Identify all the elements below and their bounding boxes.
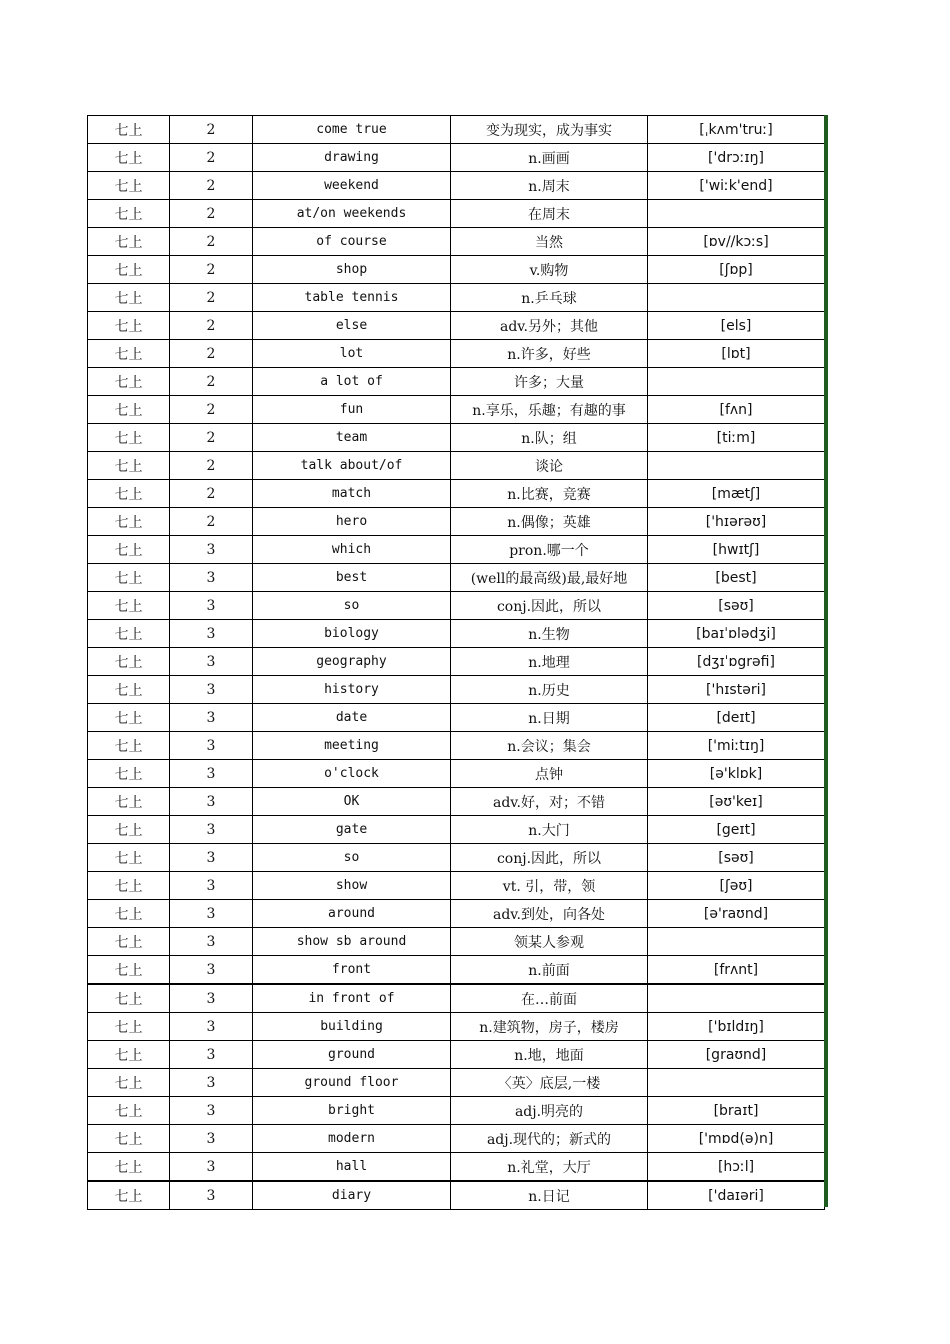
table-row xyxy=(88,788,825,816)
unit-cell: 2 xyxy=(170,368,253,396)
word-cell: in front of xyxy=(253,984,451,1013)
word-cell: building xyxy=(253,1013,451,1041)
grade-cell: 七上 xyxy=(88,592,170,620)
meaning-cell: 许多；大量 xyxy=(451,368,648,396)
word-cell: diary xyxy=(253,1181,451,1210)
grade-cell: 七上 xyxy=(88,284,170,312)
phonetic-cell: [fʌn] xyxy=(648,396,825,424)
word-cell: bright xyxy=(253,1097,451,1125)
grade-cell: 七上 xyxy=(88,536,170,564)
grade-cell: 七上 xyxy=(88,508,170,536)
meaning-cell: n.画画 xyxy=(451,144,648,172)
phonetic-cell: [dʒɪˈɒgrəfi] xyxy=(648,648,825,676)
unit-cell: 2 xyxy=(170,452,253,480)
meaning-cell: 当然 xyxy=(451,228,648,256)
grade-cell: 七上 xyxy=(88,144,170,172)
grade-cell: 七上 xyxy=(88,564,170,592)
unit-cell: 3 xyxy=(170,1153,253,1182)
grade-cell: 七上 xyxy=(88,676,170,704)
unit-cell: 2 xyxy=(170,284,253,312)
meaning-cell: n.偶像；英雄 xyxy=(451,508,648,536)
table-row xyxy=(88,480,825,508)
table-row xyxy=(88,732,825,760)
sheet-right-edge-border xyxy=(824,115,828,1207)
unit-cell: 2 xyxy=(170,424,253,452)
phonetic-cell xyxy=(648,928,825,956)
unit-cell: 2 xyxy=(170,340,253,368)
meaning-cell: vt. 引，带，领 xyxy=(451,872,648,900)
meaning-cell: n.周末 xyxy=(451,172,648,200)
meaning-cell: n.会议；集会 xyxy=(451,732,648,760)
word-cell: else xyxy=(253,312,451,340)
unit-cell: 3 xyxy=(170,620,253,648)
word-cell: hero xyxy=(253,508,451,536)
table-row xyxy=(88,704,825,732)
grade-cell: 七上 xyxy=(88,1097,170,1125)
grade-cell: 七上 xyxy=(88,844,170,872)
grade-cell: 七上 xyxy=(88,788,170,816)
meaning-cell: 变为现实，成为事实 xyxy=(451,116,648,144)
unit-cell: 3 xyxy=(170,1125,253,1153)
word-cell: gate xyxy=(253,816,451,844)
meaning-cell: pron.哪一个 xyxy=(451,536,648,564)
phonetic-cell: ['miːtɪŋ] xyxy=(648,732,825,760)
phonetic-cell: ['drɔːɪŋ] xyxy=(648,144,825,172)
table-row xyxy=(88,648,825,676)
grade-cell: 七上 xyxy=(88,900,170,928)
unit-cell: 3 xyxy=(170,1097,253,1125)
meaning-cell: v.购物 xyxy=(451,256,648,284)
table-row xyxy=(88,984,825,1013)
meaning-cell: (well的最高级)最,最好地 xyxy=(451,564,648,592)
phonetic-cell: [ˌkʌm'truː] xyxy=(648,116,825,144)
unit-cell: 3 xyxy=(170,648,253,676)
meaning-cell: n.历史 xyxy=(451,676,648,704)
word-cell: at/on weekends xyxy=(253,200,451,228)
grade-cell: 七上 xyxy=(88,704,170,732)
phonetic-cell xyxy=(648,1069,825,1097)
word-cell: ground xyxy=(253,1041,451,1069)
grade-cell: 七上 xyxy=(88,760,170,788)
meaning-cell: n.礼堂，大厅 xyxy=(451,1153,648,1182)
unit-cell: 2 xyxy=(170,480,253,508)
phonetic-cell: [ɒv//kɔːs] xyxy=(648,228,825,256)
phonetic-cell: ['daɪəri] xyxy=(648,1181,825,1210)
phonetic-cell: [els] xyxy=(648,312,825,340)
phonetic-cell xyxy=(648,984,825,1013)
unit-cell: 3 xyxy=(170,732,253,760)
word-cell: come true xyxy=(253,116,451,144)
unit-cell: 3 xyxy=(170,1181,253,1210)
table-row xyxy=(88,368,825,396)
phonetic-cell: ['mɒd(ə)n] xyxy=(648,1125,825,1153)
phonetic-cell: [braɪt] xyxy=(648,1097,825,1125)
phonetic-cell: ['wiːk'end] xyxy=(648,172,825,200)
grade-cell: 七上 xyxy=(88,1153,170,1182)
grade-cell: 七上 xyxy=(88,116,170,144)
word-cell: ground floor xyxy=(253,1069,451,1097)
table-row xyxy=(88,1041,825,1069)
table-row xyxy=(88,900,825,928)
unit-cell: 3 xyxy=(170,956,253,985)
unit-cell: 3 xyxy=(170,704,253,732)
table-row xyxy=(88,172,825,200)
grade-cell: 七上 xyxy=(88,648,170,676)
word-cell: so xyxy=(253,592,451,620)
table-row xyxy=(88,760,825,788)
word-cell: team xyxy=(253,424,451,452)
unit-cell: 3 xyxy=(170,1069,253,1097)
unit-cell: 3 xyxy=(170,984,253,1013)
phonetic-cell: [mætʃ] xyxy=(648,480,825,508)
word-cell: around xyxy=(253,900,451,928)
grade-cell: 七上 xyxy=(88,340,170,368)
table-row xyxy=(88,1153,825,1182)
grade-cell: 七上 xyxy=(88,1013,170,1041)
word-cell: best xyxy=(253,564,451,592)
table-row xyxy=(88,1097,825,1125)
unit-cell: 3 xyxy=(170,1041,253,1069)
table-row xyxy=(88,1069,825,1097)
unit-cell: 2 xyxy=(170,256,253,284)
table-row xyxy=(88,1013,825,1041)
grade-cell: 七上 xyxy=(88,256,170,284)
table-row xyxy=(88,928,825,956)
meaning-cell: 在…前面 xyxy=(451,984,648,1013)
phonetic-cell: [ə'raʊnd] xyxy=(648,900,825,928)
meaning-cell: n.生物 xyxy=(451,620,648,648)
table-row xyxy=(88,1181,825,1210)
word-cell: drawing xyxy=(253,144,451,172)
word-cell: o'clock xyxy=(253,760,451,788)
table-row xyxy=(88,872,825,900)
word-cell: of course xyxy=(253,228,451,256)
grade-cell: 七上 xyxy=(88,368,170,396)
phonetic-cell: [ə'klɒk] xyxy=(648,760,825,788)
word-cell: date xyxy=(253,704,451,732)
unit-cell: 3 xyxy=(170,564,253,592)
meaning-cell: 〈英〉底层,一楼 xyxy=(451,1069,648,1097)
word-cell: biology xyxy=(253,620,451,648)
unit-cell: 3 xyxy=(170,536,253,564)
meaning-cell: conj.因此，所以 xyxy=(451,844,648,872)
table-row xyxy=(88,200,825,228)
meaning-cell: conj.因此，所以 xyxy=(451,592,648,620)
phonetic-cell: [best] xyxy=(648,564,825,592)
unit-cell: 3 xyxy=(170,1013,253,1041)
phonetic-cell xyxy=(648,284,825,312)
table-row xyxy=(88,592,825,620)
phonetic-cell xyxy=(648,368,825,396)
unit-cell: 2 xyxy=(170,172,253,200)
unit-cell: 3 xyxy=(170,816,253,844)
grade-cell: 七上 xyxy=(88,1041,170,1069)
meaning-cell: adj.明亮的 xyxy=(451,1097,648,1125)
word-cell: OK xyxy=(253,788,451,816)
meaning-cell: adv.好，对；不错 xyxy=(451,788,648,816)
phonetic-cell xyxy=(648,200,825,228)
unit-cell: 2 xyxy=(170,116,253,144)
phonetic-cell: ['bɪldɪŋ] xyxy=(648,1013,825,1041)
word-cell: hall xyxy=(253,1153,451,1182)
grade-cell: 七上 xyxy=(88,872,170,900)
table-row xyxy=(88,816,825,844)
table-row xyxy=(88,228,825,256)
grade-cell: 七上 xyxy=(88,956,170,985)
word-cell: so xyxy=(253,844,451,872)
phonetic-cell: [frʌnt] xyxy=(648,956,825,985)
grade-cell: 七上 xyxy=(88,984,170,1013)
meaning-cell: adj.现代的；新式的 xyxy=(451,1125,648,1153)
table-row xyxy=(88,256,825,284)
table-row xyxy=(88,1125,825,1153)
phonetic-cell: [səʊ] xyxy=(648,592,825,620)
grade-cell: 七上 xyxy=(88,312,170,340)
table-row xyxy=(88,676,825,704)
meaning-cell: 领某人参观 xyxy=(451,928,648,956)
grade-cell: 七上 xyxy=(88,1181,170,1210)
table-row xyxy=(88,844,825,872)
word-cell: front xyxy=(253,956,451,985)
phonetic-cell: [lɒt] xyxy=(648,340,825,368)
phonetic-cell: [əʊ'keɪ] xyxy=(648,788,825,816)
meaning-cell: n.地，地面 xyxy=(451,1041,648,1069)
grade-cell: 七上 xyxy=(88,732,170,760)
table-row xyxy=(88,144,825,172)
meaning-cell: n.日期 xyxy=(451,704,648,732)
word-cell: table tennis xyxy=(253,284,451,312)
table-row xyxy=(88,116,825,144)
meaning-cell: adv.另外；其他 xyxy=(451,312,648,340)
meaning-cell: n.比赛，竞赛 xyxy=(451,480,648,508)
grade-cell: 七上 xyxy=(88,1069,170,1097)
unit-cell: 3 xyxy=(170,844,253,872)
meaning-cell: n.日记 xyxy=(451,1181,648,1210)
unit-cell: 3 xyxy=(170,592,253,620)
phonetic-cell: ['hɪstəri] xyxy=(648,676,825,704)
meaning-cell: n.许多，好些 xyxy=(451,340,648,368)
unit-cell: 3 xyxy=(170,900,253,928)
word-cell: modern xyxy=(253,1125,451,1153)
phonetic-cell: [hɔːl] xyxy=(648,1153,825,1182)
word-cell: lot xyxy=(253,340,451,368)
word-cell: weekend xyxy=(253,172,451,200)
meaning-cell: adv.到处，向各处 xyxy=(451,900,648,928)
grade-cell: 七上 xyxy=(88,928,170,956)
phonetic-cell: [səʊ] xyxy=(648,844,825,872)
table-row xyxy=(88,396,825,424)
word-cell: which xyxy=(253,536,451,564)
phonetic-cell: [ʃəʊ] xyxy=(648,872,825,900)
table-row xyxy=(88,620,825,648)
grade-cell: 七上 xyxy=(88,424,170,452)
meaning-cell: 在周末 xyxy=(451,200,648,228)
table-row xyxy=(88,508,825,536)
grade-cell: 七上 xyxy=(88,228,170,256)
word-cell: fun xyxy=(253,396,451,424)
phonetic-cell xyxy=(648,452,825,480)
word-cell: show xyxy=(253,872,451,900)
unit-cell: 3 xyxy=(170,760,253,788)
word-cell: show sb around xyxy=(253,928,451,956)
meaning-cell: n.地理 xyxy=(451,648,648,676)
grade-cell: 七上 xyxy=(88,1125,170,1153)
grade-cell: 七上 xyxy=(88,452,170,480)
phonetic-cell: [ʃɒp] xyxy=(648,256,825,284)
table-row xyxy=(88,452,825,480)
word-cell: history xyxy=(253,676,451,704)
meaning-cell: n.建筑物，房子，楼房 xyxy=(451,1013,648,1041)
word-cell: a lot of xyxy=(253,368,451,396)
phonetic-cell: [graʊnd] xyxy=(648,1041,825,1069)
unit-cell: 3 xyxy=(170,788,253,816)
grade-cell: 七上 xyxy=(88,200,170,228)
meaning-cell: n.乒乓球 xyxy=(451,284,648,312)
unit-cell: 3 xyxy=(170,676,253,704)
table-row xyxy=(88,424,825,452)
word-cell: shop xyxy=(253,256,451,284)
phonetic-cell: [baɪˈɒlədʒi] xyxy=(648,620,825,648)
grade-cell: 七上 xyxy=(88,172,170,200)
meaning-cell: 谈论 xyxy=(451,452,648,480)
phonetic-cell: [geɪt] xyxy=(648,816,825,844)
word-cell: geography xyxy=(253,648,451,676)
word-cell: meeting xyxy=(253,732,451,760)
meaning-cell: n.享乐，乐趣；有趣的事 xyxy=(451,396,648,424)
phonetic-cell: ['hɪərəʊ] xyxy=(648,508,825,536)
grade-cell: 七上 xyxy=(88,620,170,648)
grade-cell: 七上 xyxy=(88,816,170,844)
phonetic-cell: [deɪt] xyxy=(648,704,825,732)
vocabulary-table xyxy=(87,115,825,1210)
vocabulary-table-body xyxy=(88,116,825,1210)
phonetic-cell: [tiːm] xyxy=(648,424,825,452)
unit-cell: 2 xyxy=(170,200,253,228)
unit-cell: 2 xyxy=(170,228,253,256)
table-row xyxy=(88,564,825,592)
meaning-cell: 点钟 xyxy=(451,760,648,788)
unit-cell: 2 xyxy=(170,312,253,340)
meaning-cell: n.前面 xyxy=(451,956,648,985)
vocabulary-sheet xyxy=(87,115,828,1210)
grade-cell: 七上 xyxy=(88,480,170,508)
grade-cell: 七上 xyxy=(88,396,170,424)
table-row xyxy=(88,536,825,564)
unit-cell: 3 xyxy=(170,928,253,956)
unit-cell: 3 xyxy=(170,872,253,900)
meaning-cell: n.队；组 xyxy=(451,424,648,452)
unit-cell: 2 xyxy=(170,144,253,172)
unit-cell: 2 xyxy=(170,508,253,536)
phonetic-cell: [hwɪtʃ] xyxy=(648,536,825,564)
word-cell: match xyxy=(253,480,451,508)
table-row xyxy=(88,956,825,985)
table-row xyxy=(88,340,825,368)
table-row xyxy=(88,284,825,312)
table-row xyxy=(88,312,825,340)
meaning-cell: n.大门 xyxy=(451,816,648,844)
unit-cell: 2 xyxy=(170,396,253,424)
word-cell: talk about/of xyxy=(253,452,451,480)
